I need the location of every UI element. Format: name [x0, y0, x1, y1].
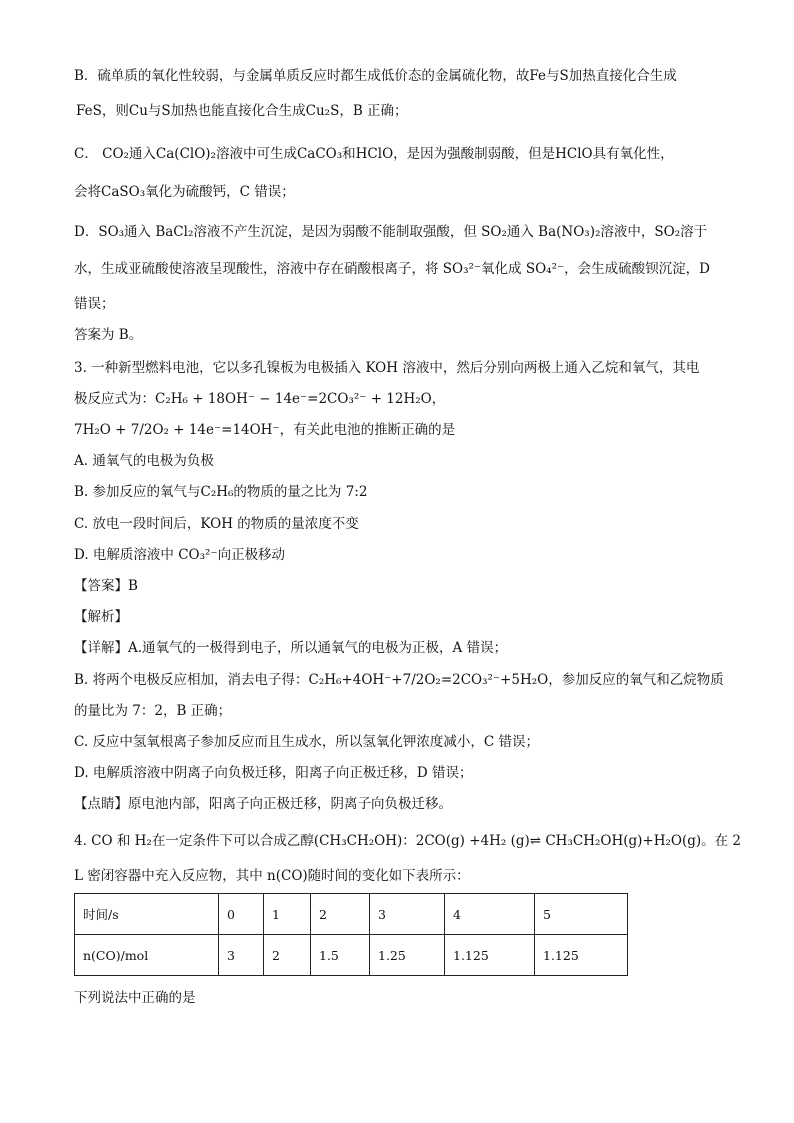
table-cell: 时间/s [75, 894, 219, 935]
option-c: C. 放电一段时间后，KOH 的物质的量浓度不变 [74, 516, 359, 532]
text-line: 会将CaSO₃氧化为硫酸钙，C 错误； [74, 184, 295, 200]
explanation-line: D. 电解质溶液中阴离子向负极迁移，阳离子向正极迁移，D 错误； [74, 765, 473, 781]
explanation-line: 【详解】A.通氧气的一极得到电子，所以通氧气的电极为正极，A 错误； [74, 640, 508, 656]
explanation-line: B. 将两个电极反应相加，消去电子得：C₂H₆+4OH⁻+7/2O₂=2CO₃²⁻+5H₂O，参加反应的氧气和乙烷物质 [74, 672, 724, 688]
option-d: D. 电解质溶液中 CO₃²⁻向正极移动 [74, 547, 286, 563]
question-3-stem: 7H₂O + 7/2O₂ + 14e⁻=14OH⁻，有关此电池的推断正确的是 [74, 422, 456, 438]
table-cell: 1.25 [370, 935, 445, 976]
explanation-line: C. 反应中氢氧根离子参加反应而且生成水，所以氢氧化钾浓度减小，C 错误； [74, 734, 540, 750]
text-line: FeS，则Cu与S加热也能直接化合生成Cu₂S，B 正确； [76, 103, 408, 119]
text-line: D．SO₃通入 BaCl₂溶液不产生沉淀，是因为弱酸不能制取强酸，但 SO₂通入 Ba(NO₃)₂溶液中，SO₂溶于 [74, 224, 708, 240]
answer-label: 【答案】B [74, 578, 138, 594]
table-cell: 1.5 [311, 935, 370, 976]
table-cell: 5 [535, 894, 628, 935]
table-cell: n(CO)/mol [75, 935, 219, 976]
table-cell: 2 [264, 935, 311, 976]
table-cell: 0 [219, 894, 264, 935]
table-cell: 3 [219, 935, 264, 976]
table-cell: 2 [311, 894, 370, 935]
co-time-table [74, 893, 628, 976]
text-line: 下列说法中正确的是 [74, 990, 196, 1006]
explanation-line: 的量比为 7：2，B 正确； [74, 703, 232, 719]
table-cell: 1.125 [535, 935, 628, 976]
table-cell: 1 [264, 894, 311, 935]
question-3-stem: 3. 一种新型燃料电池，它以多孔镍板为电极插入 KOH 溶液中，然后分别向两极上通入乙烷和氧气，其电 [74, 360, 700, 376]
question-3-stem: 极反应式为：C₂H₆ + 18OH⁻ − 14e⁻=2CO₃²⁻ + 12H₂O， [74, 391, 446, 407]
table-cell: 4 [445, 894, 535, 935]
question-4-stem: L 密闭容器中充入反应物，其中 n(CO)随时间的变化如下表所示： [74, 868, 470, 884]
analysis-label: 【解析】 [74, 609, 128, 625]
text-line: 水，生成亚硫酸使溶液呈现酸性，溶液中存在硝酸根离子，将 SO₃²⁻氧化成 SO₄²⁻，会生成硫酸钡沉淀，D [74, 261, 710, 277]
text-line: B．硫单质的氧化性较弱，与金属单质反应时都生成低价态的金属硫化物，故Fe与S加热直接化合生成 [74, 68, 677, 84]
table-cell: 1.125 [445, 935, 535, 976]
table-row [75, 894, 628, 935]
table-row [75, 935, 628, 976]
question-4-stem: 4. CO 和 H₂在一定条件下可以合成乙醇(CH₃CH₂OH)：2CO(g) +4H₂ (g)⇌ CH₃CH₂OH(g)+H₂O(g)。在 2 [74, 833, 742, 849]
tip-line: 【点睛】原电池内部，阳离子向正极迁移，阴离子向负极迁移。 [74, 796, 452, 812]
option-b: B. 参加反应的氧气与C₂H₆的物质的量之比为 7:2 [74, 484, 368, 500]
text-line: 答案为 B。 [74, 327, 143, 343]
table-cell: 3 [370, 894, 445, 935]
option-a: A. 通氧气的电极为负极 [74, 453, 214, 469]
text-line: 错误； [74, 296, 115, 312]
text-line: C． CO₂通入Ca(ClO)₂溶液中可生成CaCO₃和HClO，是因为强酸制弱酸，但是HClO具有氧化性， [74, 146, 674, 162]
